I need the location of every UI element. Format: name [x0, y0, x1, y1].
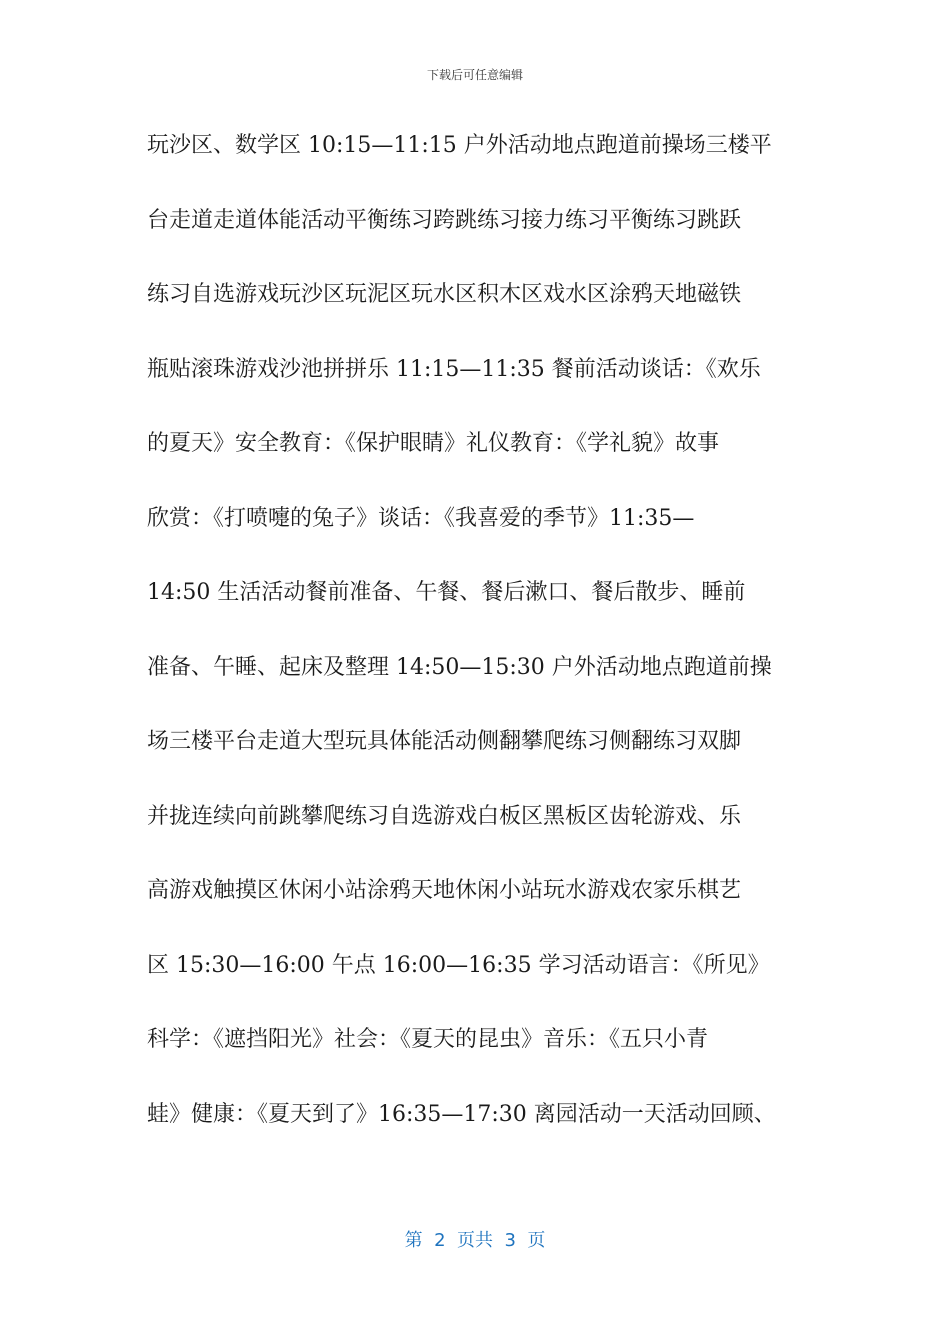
- text-line: 14:50 生活活动餐前准备、午餐、餐后漱口、餐后散步、睡前: [147, 580, 746, 605]
- header-note: 下载后可任意编辑: [426, 68, 523, 82]
- text-line: 区 15:30—16:00 午点 16:00—16:35 学习活动语言：《所见》: [147, 952, 770, 978]
- text-line: 科学：《遮挡阳光》社会：《夏天的昆虫》音乐：《五只小青: [147, 1027, 709, 1052]
- text-line: 高游戏触摸区休闲小站涂鸦天地休闲小站玩水游戏农家乐棋艺: [147, 878, 742, 903]
- text-line: 练习自选游戏玩沙区玩泥区玩水区积木区戏水区涂鸦天地磁铁: [147, 282, 742, 307]
- text-line: 欣赏：《打喷嚏的兔子》谈话：《我喜爱的季节》11:35—: [147, 505, 695, 531]
- text-line: 准备、午睡、起床及整理 14:50—15:30 户外活动地点跑道前操: [147, 654, 772, 680]
- text-line: 玩沙区、数学区 10:15—11:15 户外活动地点跑道前操场三楼平: [147, 133, 772, 158]
- text-line: 的夏天》安全教育：《保护眼睛》礼仪教育：《学礼貌》故事: [147, 431, 720, 456]
- text-line: 瓶贴滚珠游戏沙池拼拼乐 11:15—11:35 餐前活动谈话：《欢乐: [147, 356, 761, 382]
- text-line: 蛙》健康：《夏天到了》16:35—17:30 离园活动一天活动回顾、: [147, 1101, 776, 1127]
- text-line: 场三楼平台走道大型玩具体能活动侧翻攀爬练习侧翻练习双脚: [147, 729, 742, 754]
- text-line: 台走道走道体能活动平衡练习跨跳练习接力练习平衡练习跳跃: [147, 207, 742, 233]
- document-body: [147, 128, 817, 1171]
- page-number-footer: 第 2 页共 3 页: [404, 1230, 546, 1251]
- text-line: 并拢连续向前跳攀爬练习自选游戏白板区黑板区齿轮游戏、乐: [147, 803, 742, 829]
